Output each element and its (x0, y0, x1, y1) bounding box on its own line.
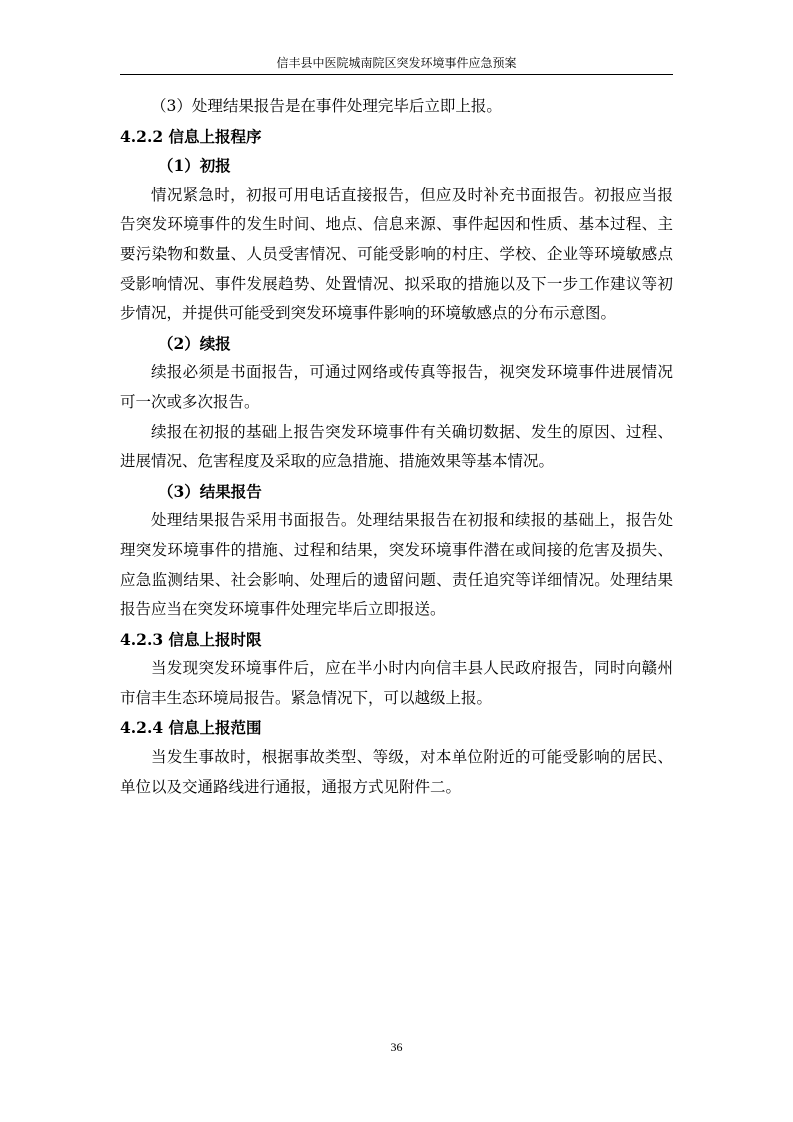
subheading-follow-up-report: （2）续报 (158, 333, 231, 353)
paragraph-report-scope: 当发生事故时，根据事故类型、等级，对本单位附近的可能受影响的居民、单位以及交通路线进行通报，通报方式见附件二。 (120, 748, 673, 796)
section-heading-4-2-2: 4.2.2 信息上报程序 (120, 126, 262, 146)
page-number: 36 (390, 1040, 403, 1054)
document-body (120, 92, 673, 802)
paragraph-result-report: 处理结果报告采用书面报告。处理结果报告在初报和续报的基础上，报告处理突发环境事件的措施、过程和结果，突发环境事件潜在或间接的危害及损失、应急监测结果、社会影响、处理后的遗留问题、责任追究等详细情况。处理结果报告应当在突发环境事件处理完毕后立即报送。 (120, 511, 673, 619)
section-heading-4-2-4: 4.2.4 信息上报范围 (120, 718, 262, 738)
page-header-title: 信丰县中医院城南院区突发环境事件应急预案 (276, 56, 517, 70)
subheading-result-report: （3）结果报告 (158, 481, 262, 501)
paragraph-result-report-note: （3）处理结果报告是在事件处理完毕后立即上报。 (151, 97, 502, 115)
paragraph-follow-up-report-2: 续报在初报的基础上报告突发环境事件有关确切数据、发生的原因、过程、进展情况、危害程度及采取的应急措施、措施效果等基本情况。 (120, 422, 673, 471)
paragraph-follow-up-report-1: 续报必须是书面报告，可通过网络或传真等报告，视突发环境事件进展情况可一次或多次报告。 (120, 363, 673, 411)
subheading-initial-report: （1）初报 (158, 156, 231, 176)
paragraph-report-time-limit: 当发现突发环境事件后，应在半小时内向信丰县人民政府报告，同时向赣州市信丰生态环境局报告。紧急情况下，可以越级上报。 (120, 659, 673, 707)
section-heading-4-2-3: 4.2.3 信息上报时限 (120, 629, 262, 649)
header-rule (120, 74, 673, 75)
paragraph-initial-report: 情况紧急时，初报可用电话直接报告，但应及时补充书面报告。初报应当报告突发环境事件的发生时间、地点、信息来源、事件起因和性质、基本过程、主要污染物和数量、人员受害情况、可能受影响的村庄、学校、企业等环境敏感点受影响情况、事件发展趋势、处置情况、拟采取的措施以及下一步工作建议等初步情况，并提供可能受到突发环境事件影响的环境敏感点的分布示意图。 (120, 185, 673, 323)
